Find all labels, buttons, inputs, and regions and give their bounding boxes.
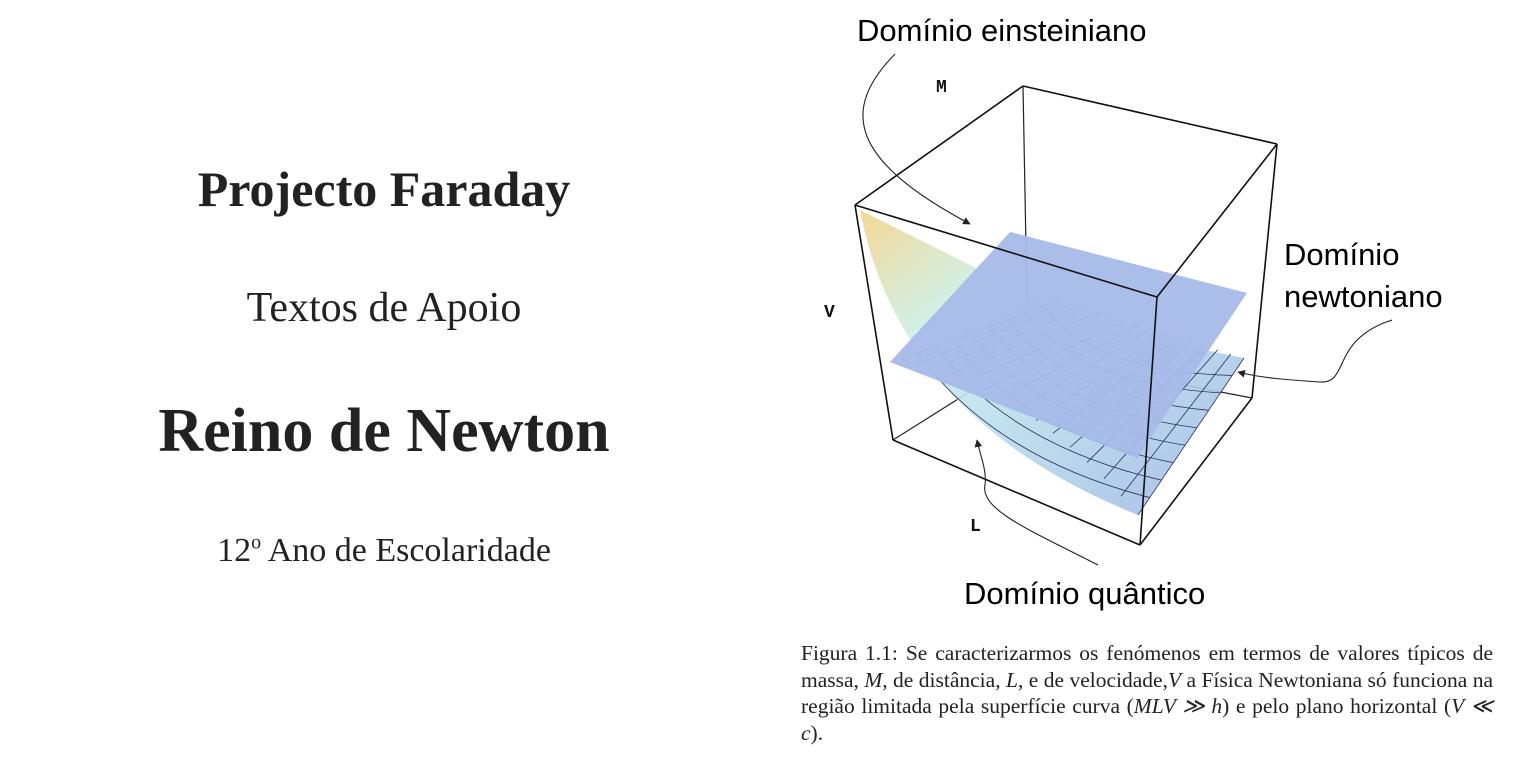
axis-label-m: M <box>936 78 947 98</box>
grade-text: Ano de Escolaridade <box>267 532 551 569</box>
caption-text-2: , de distância, <box>882 667 1006 692</box>
caption-inequality-vc: V ≪ c <box>801 694 1493 745</box>
caption-text-1: Figura 1.1: Se caracterizarmos os fenómenos em termos de valores típicos de massa, <box>801 641 1493 692</box>
grade-ordinal: o <box>251 531 262 554</box>
school-year <box>0 532 768 570</box>
einstein-domain-label: Domínio einsteiniano <box>857 13 1147 48</box>
chapter-heading: Reino de Newton <box>158 397 610 465</box>
axis-label-v: V <box>824 303 835 323</box>
caption-inequality-mlv: MLV ≫ h <box>1133 694 1223 718</box>
caption-text-6: ). <box>810 720 824 745</box>
document-title: Projecto Faraday <box>197 161 571 217</box>
caption-text-4: a Física Newtoniana só funciona na região limitada pela superfície curva ( <box>801 667 1494 718</box>
einstein-pointer <box>863 54 970 224</box>
caption-var-v: V <box>1167 667 1182 692</box>
caption-var-l: L <box>1006 667 1018 692</box>
newton-pointer <box>1238 320 1392 382</box>
newton-domain-label-line2: newtoniano <box>1284 279 1443 314</box>
document-subtitle: Textos de Apoio <box>246 285 522 331</box>
axis-label-l: L <box>970 517 981 537</box>
newton-domain-label-line1: Domínio <box>1284 237 1400 272</box>
figure-caption <box>801 640 1493 746</box>
caption-text-3: , e de velocidade, <box>1017 667 1168 692</box>
quantum-domain-label: Domínio quântico <box>964 576 1206 611</box>
caption-var-m: M <box>864 667 883 692</box>
domains-figure <box>780 0 1520 630</box>
caption-text-5: ) e pelo plano horizontal ( <box>1222 694 1452 718</box>
grade-number: 12 <box>217 532 252 569</box>
